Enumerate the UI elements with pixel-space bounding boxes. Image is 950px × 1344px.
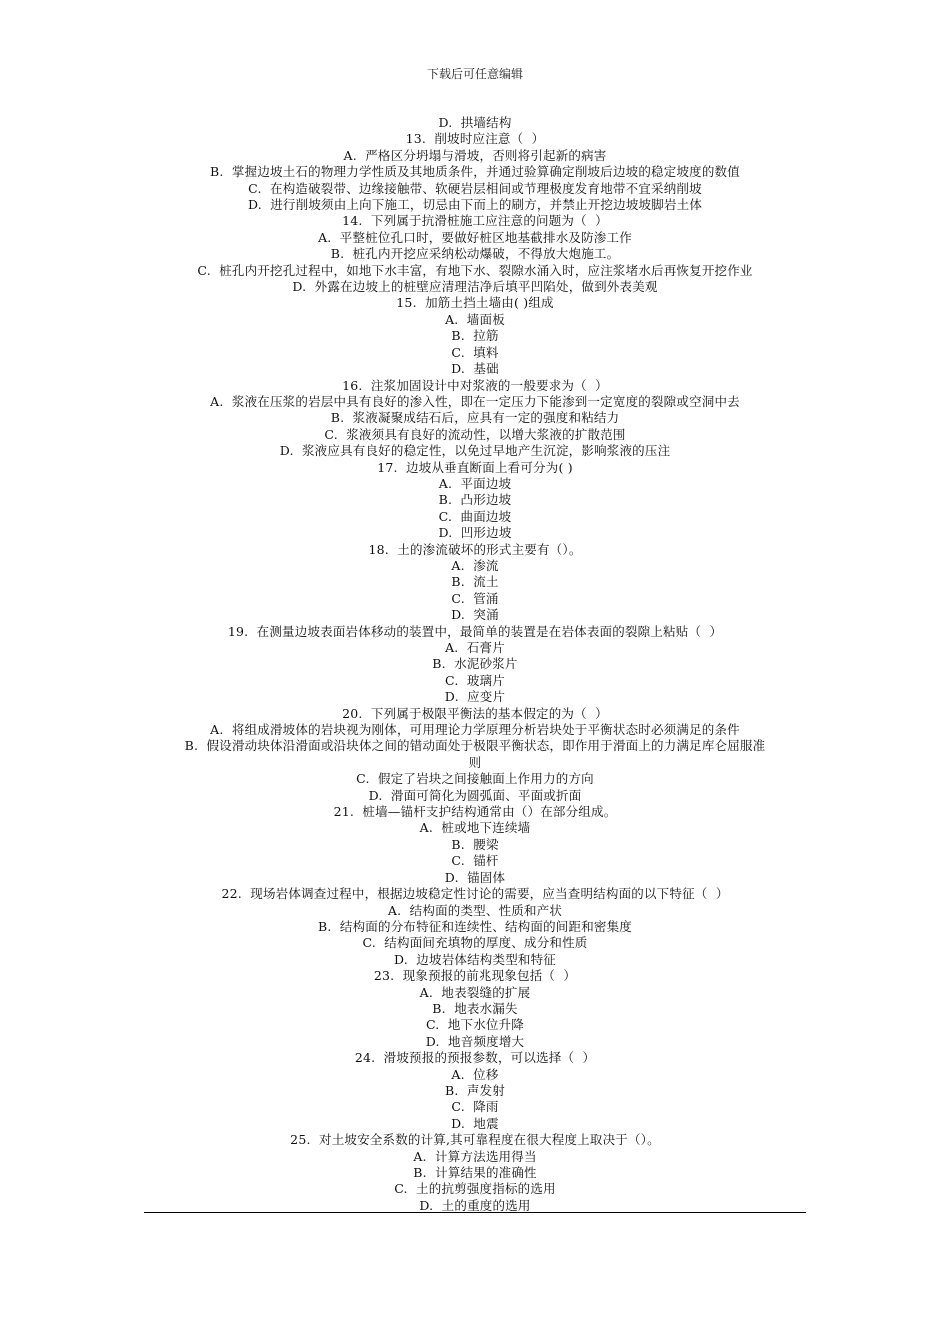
text-line: A. 桩或地下连续墙 [419,820,531,836]
text-line: 14. 下列属于抗滑桩施工应注意的问题为（ ） [342,213,608,229]
text-line: C. 桩孔内开挖孔过程中，如地下水丰富，有地下水、裂隙水涌入时，应注浆堵水后再恢复开挖作业 [197,262,753,278]
text-line: A. 墙面板 [445,311,505,327]
text-line: B. 流土 [451,574,499,590]
text-line: B. 腰梁 [451,836,499,852]
text-line: A. 平面边坡 [438,475,512,491]
text-line: D. 进行削坡须由上向下施工，切忌由下而上的刷方，并禁止开挖边坡坡脚岩土体 [247,197,703,213]
page-header: 下载后可任意编辑 [426,67,523,81]
text-line: D. 拱墙结构 [438,115,512,130]
text-line: 则 [468,754,482,770]
text-line: 22. 现场岩体调查过程中，根据边坡稳定性讨论的需要，应当查明结构面的以下特征（ ） [221,886,729,902]
text-line: B. 掌握边坡土石的物理力学性质及其地质条件，并通过验算确定削坡后边坡的稳定坡度的数值 [210,164,740,180]
text-line: D. 锚固体 [444,869,506,885]
bottom-rule [144,1212,806,1213]
text-line: D. 地震 [451,1115,499,1131]
text-line: 15. 加筋土挡土墙由( )组成 [396,295,554,311]
text-line: B. 结构面的分布特征和连续性、结构面的间距和密集度 [317,918,632,934]
text-line: C. 曲面边坡 [438,508,512,524]
text-line: D. 突涌 [451,607,499,623]
text-line: B. 浆液凝聚成结石后，应具有一定的强度和粘结力 [330,410,620,426]
text-line: B. 拉筋 [451,328,499,344]
text-line: B. 桩孔内开挖应采纳松动爆破，不得放大炮施工。 [330,246,620,262]
text-line: A. 将组成滑坡体的岩块视为刚体，可用理论力学原理分析岩块处于平衡状态时必须满足的条件 [210,722,740,738]
text-line: A. 平整桩位孔口时，要做好桩区地基截排水及防渗工作 [318,229,632,245]
text-line: 17. 边坡从垂直断面上看可分为( ) [377,459,573,475]
text-line: D. 外露在边坡上的桩壁应清理洁净后填平凹陷处，做到外表美观 [292,279,658,295]
text-line: D. 应变片 [444,689,506,705]
text-line: 20. 下列属于极限平衡法的基本假定的为（ ） [342,705,608,721]
text-line: 21. 桩墙—锚杆支护结构通常由（）在部分组成。 [333,804,617,820]
text-line: D. 基础 [451,361,499,377]
text-line: A. 结构面的类型、性质和产状 [387,902,563,918]
text-line: A. 严格区分坍塌与滑坡，否则将引起新的病害 [343,147,607,163]
text-line: A. 地表裂缝的扩展 [419,984,531,1000]
text-line: A. 渗流 [451,557,499,573]
text-line: C. 在构造破裂带、边缘接触带、软硬岩层相间或节理极度发育地带不宜采纳削坡 [248,180,702,196]
text-line: 13. 削坡时应注意（ ） [405,131,545,147]
text-line: A. 石膏片 [445,640,505,655]
text-line: A. 浆液在压浆的岩层中具有良好的渗入性，即在一定压力下能渗到一定宽度的裂隙或空洞中去 [210,393,740,409]
text-line: C. 降雨 [451,1099,499,1115]
text-line: C. 浆液须具有良好的流动性，以增大浆液的扩散范围 [324,426,626,442]
text-line: 19. 在测量边坡表面岩体移动的装置中，最简单的装置是在岩体表面的裂隙上粘贴（ ） [227,623,723,639]
text-line: 23. 现象预报的前兆现象包括（ ） [373,968,577,984]
text-line: C. 管涌 [451,590,499,606]
text-line: B. 水泥砂浆片 [432,656,518,672]
text-line: A. 位移 [451,1066,499,1082]
text-line: D. 浆液应具有良好的稳定性，以免过早地产生沉淀，影响浆液的压注 [279,443,671,459]
text-line: B. 声发射 [444,1082,505,1098]
text-line: D. 地音频度增大 [425,1033,525,1049]
question-list [140,115,810,1214]
text-line: 18. 土的渗流破坏的形式主要有（）。 [368,541,582,557]
text-line: B. 凸形边坡 [438,492,512,508]
text-line: 24. 滑坡预报的预报参数，可以选择（ ） [354,1050,596,1066]
text-line: C. 玻璃片 [445,672,505,688]
text-line: D. 土的重度的选用 [419,1197,531,1213]
text-line: C. 锚杆 [451,853,499,869]
text-line: 25. 对土坡安全系数的计算,其可靠程度在很大程度上取决于（）。 [290,1132,660,1148]
text-line: B. 假设滑动块体沿滑面或沿块体之间的错动面处于极限平衡状态，即作用于滑面上的力满足库仑屈服准 [184,738,766,754]
text-line: C. 土的抗剪强度指标的选用 [394,1181,556,1197]
text-line: D. 滑面可简化为圆弧面、平面或折面 [368,787,582,803]
text-line: D. 凹形边坡 [438,525,512,541]
text-line: A. 计算方法选用得当 [413,1148,537,1164]
text-line: D. 边坡岩体结构类型和特征 [394,951,556,967]
text-line: B. 地表水漏失 [432,1000,518,1016]
text-line: C. 填料 [451,344,499,360]
text-line: C. 结构面间充填物的厚度、成分和性质 [362,935,588,951]
text-line: B. 计算结果的准确性 [413,1165,537,1180]
text-line: C. 地下水位升降 [425,1017,525,1033]
text-line: C. 假定了岩块之间接触面上作用力的方向 [356,771,594,787]
text-line: 16. 注浆加固设计中对浆液的一般要求为（ ） [342,377,608,393]
